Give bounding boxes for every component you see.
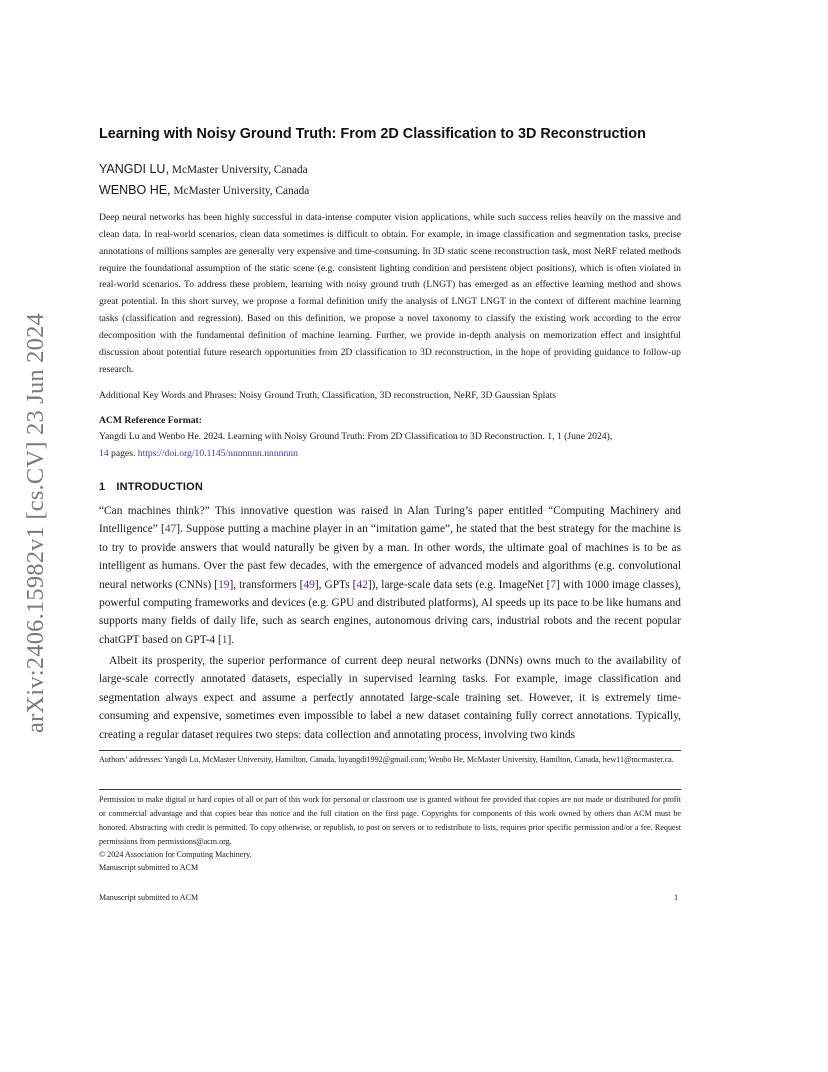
author-affiliation: McMaster University, Canada — [173, 185, 310, 197]
citation-link[interactable]: 1 — [221, 633, 228, 646]
submitted-line: Manuscript submitted to ACM — [99, 863, 199, 872]
author-affiliation: McMaster University, Canada — [171, 164, 308, 176]
paragraph-text: “Can machines think?” This innovative question was raised in Alan Turing’s paper entitled “Computing Machinery and Intelligence” [ — [99, 505, 681, 536]
intro-paragraph-2 — [99, 652, 681, 744]
paragraph-text: ]), large-scale data sets (e.g. ImageNet [ — [367, 578, 551, 591]
arxiv-id: arXiv:2406.15982v1 [cs.CV] 23 Jun 2024 — [22, 313, 49, 733]
keywords: Additional Key Words and Phrases: Noisy Ground Truth, Classification, 3D reconstruction, NeRF, 3D Gaussian Splats — [99, 390, 557, 401]
page-count-link[interactable]: 14 — [99, 448, 109, 459]
citation-link[interactable]: 7 — [550, 578, 557, 591]
authors-addresses-footnote: Authors’ addresses: Yangdi Lu, McMaster University, Hamilton, Canada, luyangdi1992@gmail.com; Wenbo He, McMaster University, Hamilton, Canada, hew11@mcmaster.ca. — [99, 755, 674, 764]
author-2 — [99, 183, 309, 198]
author-name: YANGDI LU, — [99, 162, 169, 176]
paragraph-text: ], GPTs [ — [314, 578, 357, 591]
arxiv-stamp — [22, 288, 50, 758]
permission-rule — [99, 789, 681, 790]
author-name: WENBO HE, — [99, 183, 171, 197]
section-title: INTRODUCTION — [116, 481, 204, 493]
abstract: Deep neural networks has been highly successful in data-intense computer vision applications, while such success relies heavily on the massive and clean data. In real-world scenarios, clean data sometimes is difficult to obtain. For example, in image classification and segmentation tasks, precise annotations of millions samples are generally very expensive and time-consuming. In 3D static scene reconstruction task, most NeRF related methods require the foundational assumption of the static scene (e.g. consistent lighting condition and persistent object positions), which is often violated in real-world scenarios. To address these problem, learning with noisy ground truth (LNGT) has emerged as an effective learning method and shows great potential. In this short survey, we propose a formal definition unify the analysis of LNGT LNGT in the context of different machine learning tasks (classification and regression). Based on this definition, we propose a novel taxonomy to classify the existing work according to the error decomposition with the fundamental definition of machine learning. Further, we provide in-depth analysis on memorization effect and insightful discussion about potential future research opportunities from 2D classification to 3D reconstruction, in the hope of providing guidance to follow-up research. — [99, 212, 681, 375]
intro-paragraph-1 — [99, 502, 681, 649]
paragraph-text: ] with 1000 image classes), powerful computing frameworks and devices (e.g. GPU and distributed platforms), AI speeds up its pace to be like humans and supports many fields of daily life, such as search engines, autonomous driving cars, industrial robots and the recent popular chatGPT based on GPT-4 [ — [99, 578, 681, 646]
author-1 — [99, 162, 308, 177]
permission-notice: Permission to make digital or hard copies of all or part of this work for personal or classroom use is granted without fee provided that copies are not made or distributed for profit or commercial advantage and that copies bear this notice and the full citation on the first page. Copyrights for components of this work owned by others than ACM must be honored. Abstracting with credit is permitted. To copy otherwise, or republish, to post on servers or to redistribute to lists, requires prior specific permission and/or a fee. Request permissions from permissions@acm.org. — [99, 795, 681, 846]
doi-link[interactable]: https://doi.org/10.1145/nnnnnnn.nnnnnnn — [137, 448, 298, 459]
acm-reference-heading: ACM Reference Format: — [99, 415, 202, 426]
paragraph-text: ], transformers [ — [229, 578, 304, 591]
citation-link[interactable]: 47 — [164, 523, 177, 536]
copyright-line: © 2024 Association for Computing Machinery. — [99, 850, 252, 859]
paragraph-text: ]. Suppose putting a machine player in an “imitation game”, he stated that the best strategy for the machine is to try to provide answers that would naturally be given by a man. In other words, the ultimate goal of machines is to be as intelligent as humans. Over the past few decades, with the emergence of advanced models and algorithms (e.g. convolutional neural networks (CNNs) [ — [99, 523, 681, 591]
acm-reference-text: Yangdi Lu and Wenbo He. 2024. Learning with Noisy Ground Truth: From 2D Classification to 3D Reconstruction. 1, 1 (June 2024), — [99, 431, 613, 442]
acm-reference — [99, 428, 681, 462]
paper-title: Learning with Noisy Ground Truth: From 2D Classification to 3D Reconstruction — [99, 126, 646, 142]
citation-link[interactable]: 19 — [218, 578, 230, 591]
paragraph-text: Albeit its prosperity, the superior performance of current deep neural networks (DNNs) owns much to the availability of large-scale correctly annotated datasets, especially in supervised learning tasks. For example, image classification and segmentation always expect and assume a perfectly annotated large-scale training set. However, it is extremely time-consuming and expensive, sometimes even impossible to label a new dataset containing fully correct annotations. Typically, creating a regular dataset requires two steps: data collection and annotating process, involving two kinds — [99, 655, 681, 741]
pages-suffix: pages. — [108, 448, 138, 459]
running-footer: Manuscript submitted to ACM — [99, 893, 199, 902]
citation-link[interactable]: 42 — [356, 578, 368, 591]
section-heading — [99, 481, 203, 493]
citation-link[interactable]: 49 — [303, 578, 315, 591]
footnote-rule — [99, 750, 681, 751]
page-number: 1 — [674, 893, 679, 902]
section-number: 1 — [99, 481, 106, 493]
paragraph-text: ]. — [227, 633, 235, 646]
